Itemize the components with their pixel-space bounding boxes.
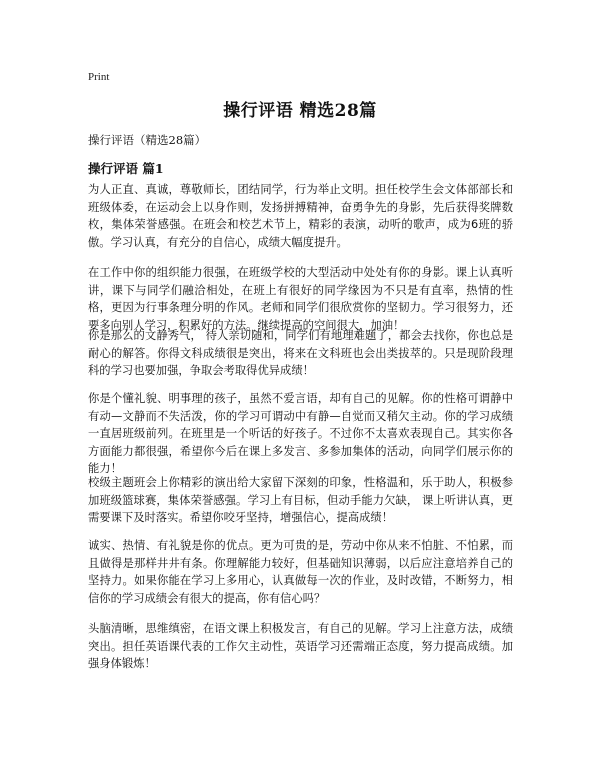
paragraph: 你是那么的文静秀气， 待人亲切随和，同学们有地理难题了，都会去找你，你也总是耐心的解答。你得文科成绩很是突出，将来在文科班也会出类拔萃的。只是现阶段理科的学习也要加强，争取会考取得优异成绩！ (88, 329, 513, 377)
section-heading: 操行评语 篇1 (88, 161, 164, 176)
document-subtitle: 操行评语（精选28篇） (88, 133, 207, 147)
print-label[interactable]: Print (88, 71, 110, 83)
paragraph: 诚实、热情、有礼貌是你的优点。更为可贵的是，劳动中你从来不怕脏、不怕累，而且做得是那样井井有条。你理解能力较好，但基础知识薄弱，以后应注意培养自己的坚持力。如果你能在学习上多用心，认真做每一次的作业，及时改错，不断努力，相信你的学习成绩会有很大的提高，你有信心吗？ (88, 539, 513, 605)
paragraph: 头脑清晰，思维缜密，在语文课上积极发言，有自己的见解。学习上注意方法，成绩突出。担任英语课代表的工作欠主动性，英语学习还需端正态度，努力提高成绩。加强身体锻炼！ (88, 622, 513, 670)
paragraph: 为人正直、真诚，尊敬师长，团结同学，行为举止文明。担任校学生会文体部部长和班级体委，在运动会上以身作则，发扬拼搏精神，奋勇争先的身影，先后获得奖牌数枚，集体荣誉感强。在班会和校艺术节上，精彩的表演，动听的歌声，成为6班的骄傲。学习认真，有充分的自信心，成绩大幅度提升。 (88, 183, 513, 249)
paragraph: 你是个懂礼貌、明事理的孩子，虽然不爱言语，却有自己的见解。你的性格可谓静中有动—文静而不失活泼，你的学习可谓动中有静—自觉而又稍欠主动。你的学习成绩一直居班级前列。在班里是一个听话的好孩子。不过你不太喜欢表现自己。其实你各方面能力都很强，希望你今后在课上多发言、多参加集体的活动，向同学们展示你的能力！ (88, 392, 513, 475)
page-title: 操行评语 精选28篇 (223, 101, 377, 121)
paragraph: 校级主题班会上你精彩的演出给大家留下深刻的印象，性格温和，乐于助人，积极参加班级篮球赛，集体荣誉感强。学习上有目标，但动手能力欠缺， 课上听讲认真，更需要课下及时落实。希望你咬牙坚持，增强信心，提高成绩！ (88, 476, 513, 524)
paragraph: 在工作中你的组织能力很强，在班级学校的大型活动中处处有你的身影。课上认真听讲，课下与同学们融洽相处，在班上有很好的同学缘因为不只是有直率，热情的性格，更因为行事条理分明的作风。老师和同学们很欣赏你的坚韧力。学习很努力，还要多向别人学习，积累好的方法。继续提高的空间很大，加油！ (88, 266, 513, 332)
